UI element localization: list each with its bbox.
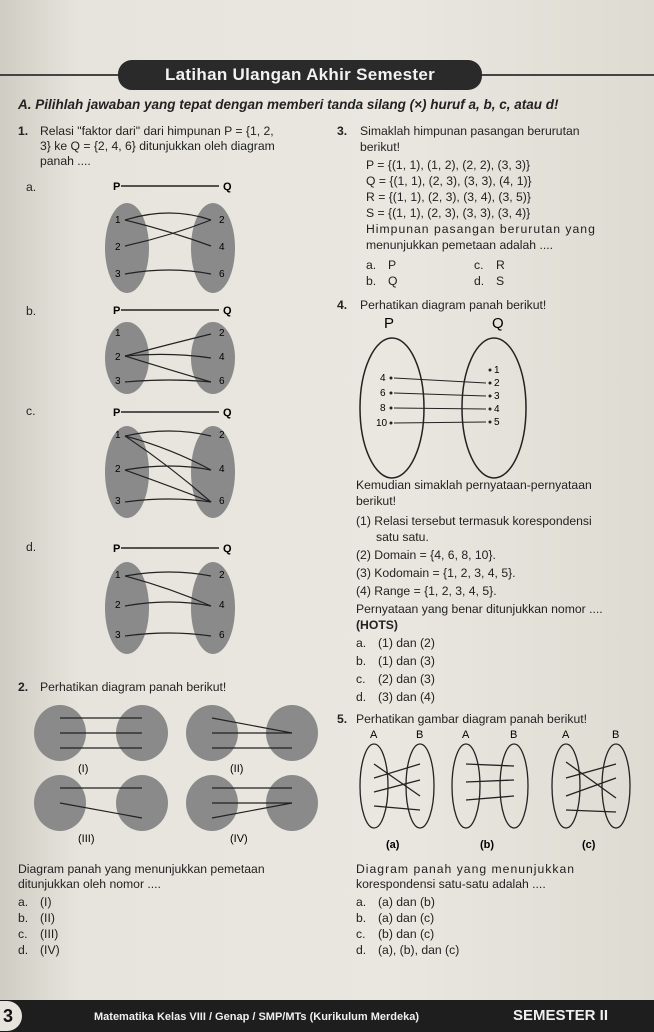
q2-number: 2. (18, 680, 29, 694)
q-value-6: 6 (219, 496, 225, 507)
q4-p-value: 8 (380, 403, 386, 414)
q3-number: 3. (337, 124, 348, 138)
q1-text-line-2: 3} ke Q = {2, 4, 6} ditunjukkan oleh diagram (40, 139, 275, 153)
p-value-2: 2 (115, 600, 121, 611)
q4-q-value: 3 (494, 391, 500, 402)
q3-set-p: P = {(1, 1), (1, 2), (2, 2), (3, 3)} (366, 158, 531, 172)
q4-set-p-label: P (384, 315, 395, 332)
q2-question-line-2: ditunjukkan oleh nomor .... (18, 877, 161, 891)
p-value-1: 1 (115, 215, 121, 226)
q4-statement-1: (1) Relasi tersebut termasuk korespondensi (356, 514, 592, 528)
q3-line-2: berikut! (360, 140, 400, 154)
q-value-4: 4 (219, 464, 225, 475)
set-q-label: Q (223, 305, 232, 317)
set-p-label: P (113, 543, 121, 555)
q4-hots: (HOTS) (356, 618, 398, 632)
p-value-3: 3 (115, 376, 121, 387)
worksheet-page: Latihan Ulangan Akhir Semester A. Pilihlah jawaban yang tepat dengan memberi tanda silang (×) huruf a, b, c, atau d! 1. Relasi "faktor dari" dari himpunan P = {1, 2, 3} ke Q = {2, 4, 6} ditunjukkan oleh diagram panah .... a. b. c. d. P Q 1 2 3 2 4 6 P Q 1 2 3 2 4 6 P Q 1 2 3 2 4 6 P Q 1 2 3 2 4 6 2. Perhatikan diagram panah berikut! (I) (II) (III) (IV) Diagram panah yang menunjukkan pemetaan ditunjukkan oleh nomor .... a. (I) b. (II) c. (III) d. (IV) 3. Simaklah himpunan pasangan berurutan berikut! P = {(1, 1), (1, 2), (2, 2), (3, 3)} Q = {(1, 1), (2, 3), (3, 3), (4, 1)} R = {(1, 1), (2, 3), (3, 4), (3, 5)} S = {(1, 1), (2, 3), (3, 3), (3, 4)} Himpunan pasangan berurutan yang menunjukkan pemetaan adalah .... a. P c. R b. Q d. S 4. Perhatikan diagram panah berikut! P Q 4 6 8 10 1 2 3 4 5 Kemudian simaklah pernyataan-pernyataan berikut! (1) Relasi tersebut termasuk korespondensi satu satu. (2) Domain = {4, 6, 8, 10}. (3) Kodomain = {1, 2, 3, 4, 5}. (4) Range = {1, 2, 3, 4, 5}. Pernyataan yang benar ditunjukkan nomor .... (HOTS) a. (1) dan (2) b. (1) dan (3) c. (2) dan (3) d. (3) dan (4) 5. Perhatikan gambar diagram panah berikut! A B A B A B (a) (b) (c) Diagram panah yang menunjukkan korespondensi satu-satu adalah .... a. (a) dan (b) b. (a) dan (c) c. (b) dan (c) d. (a), (b), dan (c) 3 Matematika Kelas VIII / Genap / SMP/MTs (Kurikulum Merdeka) SEMESTER II (0, 0, 654, 1032)
q1-option-c[interactable]: c. (26, 404, 36, 418)
q-value-6: 6 (219, 376, 225, 387)
q3-set-r: R = {(1, 1), (2, 3), (3, 4), (3, 5)} (366, 190, 531, 204)
q5-b-label-a: A (462, 729, 470, 741)
p-value-2: 2 (115, 352, 121, 363)
q1-option-b[interactable]: b. (26, 304, 37, 318)
q5-c-label-a: A (562, 729, 570, 741)
q2-label-iv: (IV) (230, 833, 248, 845)
p-value-2: 2 (115, 242, 121, 253)
q1-diagram-c (95, 402, 245, 522)
q1-text-line-3: panah .... (40, 154, 91, 168)
q5-number: 5. (337, 712, 348, 726)
q2-label-i: (I) (78, 763, 89, 775)
q4-q-value: 2 (494, 378, 500, 389)
q4-p-value: 6 (380, 388, 386, 399)
q2-label-iii: (III) (78, 833, 95, 845)
q-value-4: 4 (219, 242, 225, 253)
q5-question-line-1: Diagram panah yang menunjukkan (356, 862, 576, 876)
q4-number: 4. (337, 298, 348, 312)
set-q-ellipse (191, 426, 235, 518)
q5-c-label-b: B (612, 729, 620, 741)
p-value-2: 2 (115, 464, 121, 475)
q5-intro: Perhatikan gambar diagram panah berikut! (356, 712, 588, 726)
p-value-1: 1 (115, 328, 121, 339)
set-q-label: Q (223, 181, 232, 193)
set-p-label: P (113, 407, 121, 419)
q3-set-q: Q = {(1, 1), (2, 3), (3, 3), (4, 1)} (366, 174, 532, 188)
q1-option-d[interactable]: d. (26, 540, 37, 554)
q4-intro: Perhatikan diagram panah berikut! (360, 298, 547, 312)
q2-diagrams (30, 700, 320, 850)
set-p-ellipse (105, 322, 149, 394)
set-q-ellipse (191, 322, 235, 394)
q4-q-value: 5 (494, 417, 500, 428)
q1-diagram-a (95, 176, 245, 296)
q4-statement-2: (2) Domain = {4, 6, 8, 10}. (356, 548, 496, 562)
q5-a-label-a: A (370, 729, 378, 741)
q5-label-b: (b) (480, 839, 495, 851)
q2-diagram-iii (34, 775, 168, 845)
p-value-3: 3 (115, 630, 121, 641)
q1-diagram-b (95, 300, 245, 395)
q5-a-label-b: B (416, 729, 424, 741)
q5-b-label-b: B (510, 729, 518, 741)
q4-set-q-label: Q (492, 315, 504, 332)
q-value-6: 6 (219, 269, 225, 280)
q-value-2: 2 (219, 570, 225, 581)
q5-label-c: (c) (582, 839, 596, 851)
set-p-ellipse (105, 426, 149, 518)
q2-diagram-i (34, 705, 168, 775)
q4-diagram (356, 310, 536, 480)
q4-statement-4: (4) Range = {1, 2, 3, 4, 5}. (356, 584, 497, 598)
q-value-2: 2 (219, 430, 225, 441)
book-title: Matematika Kelas VIII / Genap / SMP/MTs (Kurikulum Merdeka) (94, 1011, 419, 1023)
set-q-ellipse (191, 562, 235, 654)
q2-diagram-ii (186, 705, 318, 775)
q2-label-ii: (II) (230, 763, 244, 775)
p-value-1: 1 (115, 430, 121, 441)
q5-diagrams (350, 726, 640, 856)
page-number: 3 (0, 1001, 22, 1031)
q2-diagram-iv (186, 775, 318, 845)
q2-intro: Perhatikan diagram panah berikut! (40, 680, 227, 694)
p-value-3: 3 (115, 269, 121, 280)
q4-statement-1-cont: satu satu. (376, 530, 429, 544)
p-value-1: 1 (115, 570, 121, 581)
q4-line-1: Kemudian simaklah pernyataan-pernyataan (356, 478, 592, 492)
q4-question: Pernyataan yang benar ditunjukkan nomor .... (356, 602, 603, 616)
set-q-label: Q (223, 407, 232, 419)
q1-number: 1. (18, 124, 29, 138)
q4-p-value: 4 (380, 373, 386, 384)
q3-set-s: S = {(1, 1), (2, 3), (3, 3), (3, 4)} (366, 206, 531, 220)
set-p-label: P (113, 305, 121, 317)
page-title: Latihan Ulangan Akhir Semester (118, 60, 482, 90)
q4-p-value: 10 (376, 418, 388, 429)
q-value-4: 4 (219, 600, 225, 611)
set-p-ellipse (105, 203, 149, 293)
set-q-label: Q (223, 543, 232, 555)
q1-text-line-1: Relasi "faktor dari" dari himpunan P = {1, 2, (40, 124, 274, 138)
header-rule-right (482, 74, 654, 76)
q-value-6: 6 (219, 630, 225, 641)
p-value-3: 3 (115, 496, 121, 507)
section-instruction: A. Pilihlah jawaban yang tepat dengan memberi tanda silang (×) huruf a, b, c, atau d! (18, 97, 559, 112)
q3-line-7: Himpunan pasangan berurutan yang (366, 222, 596, 236)
q1-diagram-d (95, 538, 245, 658)
q2-question-line-1: Diagram panah yang menunjukkan pemetaan (18, 862, 265, 876)
q-value-2: 2 (219, 328, 225, 339)
q1-option-a[interactable]: a. (26, 180, 37, 194)
q4-line-2: berikut! (356, 494, 396, 508)
q5-question-line-2: korespondensi satu-satu adalah .... (356, 877, 546, 891)
set-p-label: P (113, 181, 121, 193)
q-value-4: 4 (219, 352, 225, 363)
q5-label-a: (a) (386, 839, 400, 851)
q-value-2: 2 (219, 215, 225, 226)
q4-statement-3: (3) Kodomain = {1, 2, 3, 4, 5}. (356, 566, 516, 580)
q4-q-value: 1 (494, 365, 500, 376)
q4-q-value: 4 (494, 404, 500, 415)
semester-label: SEMESTER II (513, 1007, 609, 1024)
q3-line-8: menunjukkan pemetaan adalah .... (366, 238, 554, 252)
header-rule-left (0, 74, 118, 76)
q3-line-1: Simaklah himpunan pasangan berurutan (360, 124, 580, 138)
